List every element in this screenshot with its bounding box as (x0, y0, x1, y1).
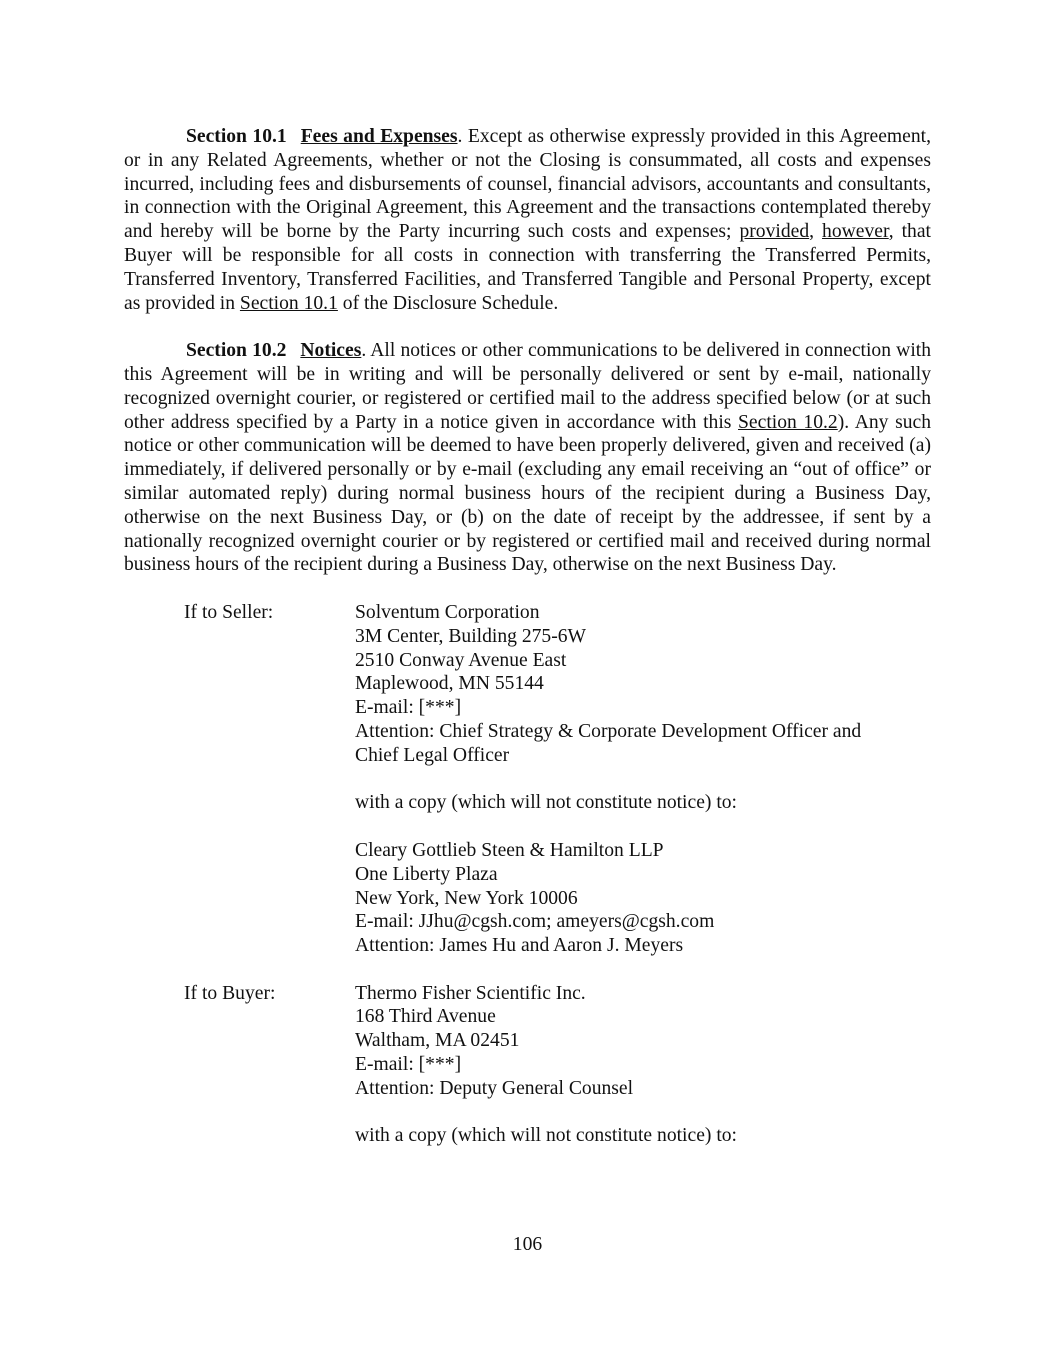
attention-line: Chief Legal Officer (355, 744, 510, 766)
copy-attention-line: Attention: James Hu and Aaron J. Meyers (355, 935, 684, 957)
address-line: Waltham, MA 02451 (355, 1030, 520, 1052)
section-text: ). Any such notice or other communication will be deemed to have been properly delivered, given and received (a) immediately, if delivered personally or by e-mail (excluding any email receiving an “out of office” or similar automated reply) during normal business hours of the recipient during a Business Day, otherwise on the next Business Day, or (b) on the date of receipt by the addressee, if sent by a nationally recognized overnight courier or by registered or certified mail and received during normal business hours of the recipient during a Business Day, otherwise on the next Business Day. (124, 411, 931, 576)
email-line: E-mail: [***] (355, 697, 462, 719)
section-number: Section 10.2 (186, 340, 287, 362)
section-reference: Section 10.1 (239, 292, 338, 314)
attention-line: Attention: Deputy General Counsel (355, 1077, 634, 1099)
copy-email-line: E-mail: JJhu@cgsh.com; ameyers@cgsh.com (355, 911, 715, 933)
copy-note: with a copy (which will not constitute notice) to: (355, 792, 738, 814)
page-number: 106 (512, 1234, 543, 1255)
address-line: 2510 Conway Avenue East (355, 649, 567, 671)
section-text: , that Buyer will be responsible for all costs in connection with transferring the Transferred Permits, Transferred Inventory, Transferred Facilities, and Transferred Tangible and Personal Property, except as provided in (124, 221, 931, 314)
address-line: Solventum Corporation (355, 601, 540, 623)
buyer-address (355, 982, 931, 1149)
seller-label: If to Seller: (184, 601, 274, 623)
copy-address-line: Cleary Gottlieb Steen & Hamilton LLP (355, 839, 664, 861)
document-page (124, 125, 931, 1172)
notice-addresses (124, 601, 931, 1148)
section-title: Notices (300, 340, 362, 362)
buyer-label: If to Buyer: (184, 982, 276, 1004)
section-text: of the Disclosure Schedule. (337, 292, 559, 314)
attention-line: Attention: Chief Strategy & Corporate Development Officer and (355, 720, 862, 742)
email-line: E-mail: [***] (355, 1054, 462, 1076)
section-10-1-paragraph (124, 125, 931, 315)
address-line: Maplewood, MN 55144 (355, 673, 544, 695)
section-text: , (809, 221, 823, 243)
provided-term: provided (739, 221, 810, 243)
section-number: Section 10.1 (186, 126, 287, 147)
copy-address-line: New York, New York 10006 (355, 887, 578, 909)
address-line: 168 Third Avenue (355, 1006, 496, 1028)
buyer-notice (124, 982, 931, 1149)
copy-address-line: One Liberty Plaza (355, 863, 498, 885)
section-text: . All notices or other communications to be delivered in connection with this Agreement will be in writing and will be personally delivered or sent by e-mail, nationally recognized overnight courier, or registered or certified mail to the address specified below (or at such other address specified by a Party in a notice given in accordance with this (124, 340, 932, 433)
section-reference: Section 10.2 (738, 411, 838, 433)
however-term: however (822, 221, 889, 243)
address-line: 3M Center, Building 275-6W (355, 625, 587, 647)
section-title: Fees and Expenses (300, 126, 458, 147)
copy-note: with a copy (which will not constitute notice) to: (355, 1125, 738, 1147)
section-10-2-paragraph (124, 339, 931, 577)
section-text: . Except as otherwise expressly provided in this Agreement, or in any Related Agreements, whether or not the Closing is consummated, all costs and expenses incurred, including fees and disbursements of counsel, financial advisors, accountants and consultants, in connection with the Original Agreement, this Agreement and the transactions contemplated thereby and hereby will be borne by the Party incurring such costs and expenses; (124, 126, 931, 243)
seller-notice (124, 601, 931, 958)
address-line: Thermo Fisher Scientific Inc. (355, 982, 586, 1004)
seller-address (355, 601, 931, 958)
